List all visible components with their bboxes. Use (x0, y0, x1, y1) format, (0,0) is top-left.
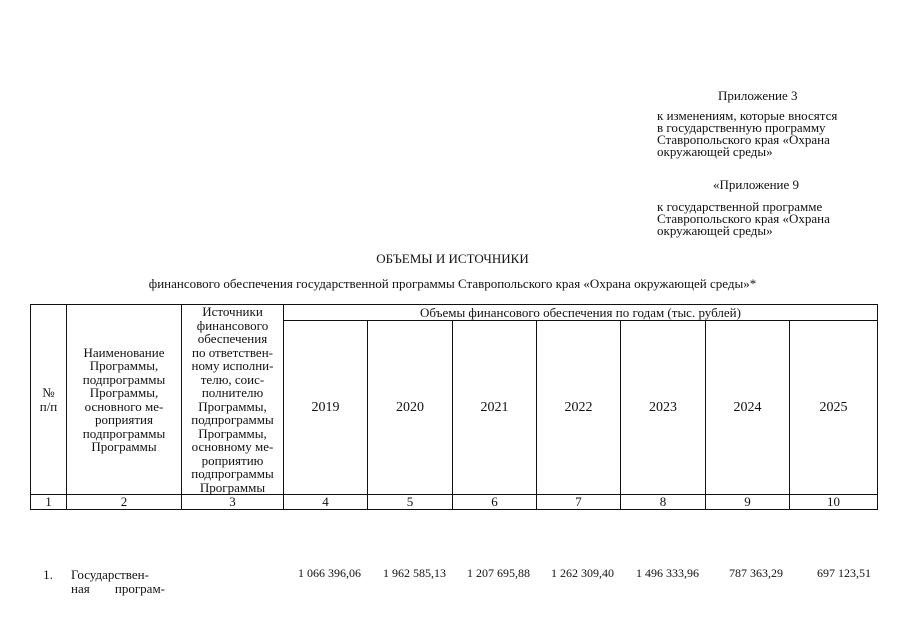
row-value: 1 207 695,88 (467, 566, 530, 580)
header-num: № п/п (31, 305, 67, 495)
header-year: 2021 (453, 321, 537, 495)
row-source (181, 566, 283, 596)
row-value: 697 123,51 (817, 566, 871, 580)
column-number: 6 (453, 495, 537, 510)
header-name: Наименование Программы, подпрограммы Программы, основного ме- роприятия подпрограммы Программы (67, 305, 182, 495)
header-year: 2024 (706, 321, 790, 495)
column-number: 3 (182, 495, 284, 510)
column-number: 2 (67, 495, 182, 510)
row-value: 1 262 309,40 (551, 566, 614, 580)
column-number: 5 (368, 495, 453, 510)
row-value: 1 066 396,06 (298, 566, 361, 580)
appendix-line: Ставропольского края «Охрана (657, 211, 830, 226)
appendix-line: к изменениям, которые вносятся (657, 108, 838, 123)
appendix-title: Приложение 3 (718, 88, 798, 103)
header-year: 2025 (790, 321, 878, 495)
header-years-group: Объемы финансового обеспечения по годам (тыс. рублей) (284, 305, 878, 321)
row-value: 1 496 333,96 (636, 566, 699, 580)
appendix-line: Ставропольского края «Охрана (657, 132, 830, 147)
appendix-line: окружающей среды» (657, 223, 773, 238)
column-number: 8 (621, 495, 706, 510)
appendix-text-1 (657, 110, 872, 158)
header-year: 2022 (537, 321, 621, 495)
header-year: 2023 (621, 321, 706, 495)
financing-table (30, 304, 878, 510)
table-row (30, 566, 877, 596)
appendix-line: в государственную программу (657, 120, 826, 135)
row-name: Государствен- ная програм- (71, 567, 165, 596)
row-number: 1. (43, 567, 53, 582)
appendix-title-2: «Приложение 9 (713, 177, 800, 192)
row-value: 1 962 585,13 (383, 566, 446, 580)
header-source: Источники финансового обеспечения по ответствен- ному исполни- телю, соис- полнителю Программы, подпрограммы Программы, основному ме- роприятию подпрограммы Программы (182, 305, 284, 495)
column-number: 1 (31, 495, 67, 510)
financing-rows (30, 566, 877, 596)
row-value: 787 363,29 (729, 566, 783, 580)
column-number: 4 (284, 495, 368, 510)
document-title: ОБЪЕМЫ И ИСТОЧНИКИ (376, 251, 529, 266)
column-number: 9 (706, 495, 790, 510)
appendix-text-2 (657, 201, 872, 237)
appendix-line: к государственной программе (657, 199, 823, 214)
header-year: 2019 (284, 321, 368, 495)
document-subtitle: финансового обеспечения государственной программы Ставропольского края «Охрана окружающей среды»* (148, 276, 757, 291)
appendix-line: окружающей среды» (657, 144, 773, 159)
column-number: 7 (537, 495, 621, 510)
column-number: 10 (790, 495, 878, 510)
header-year: 2020 (368, 321, 453, 495)
